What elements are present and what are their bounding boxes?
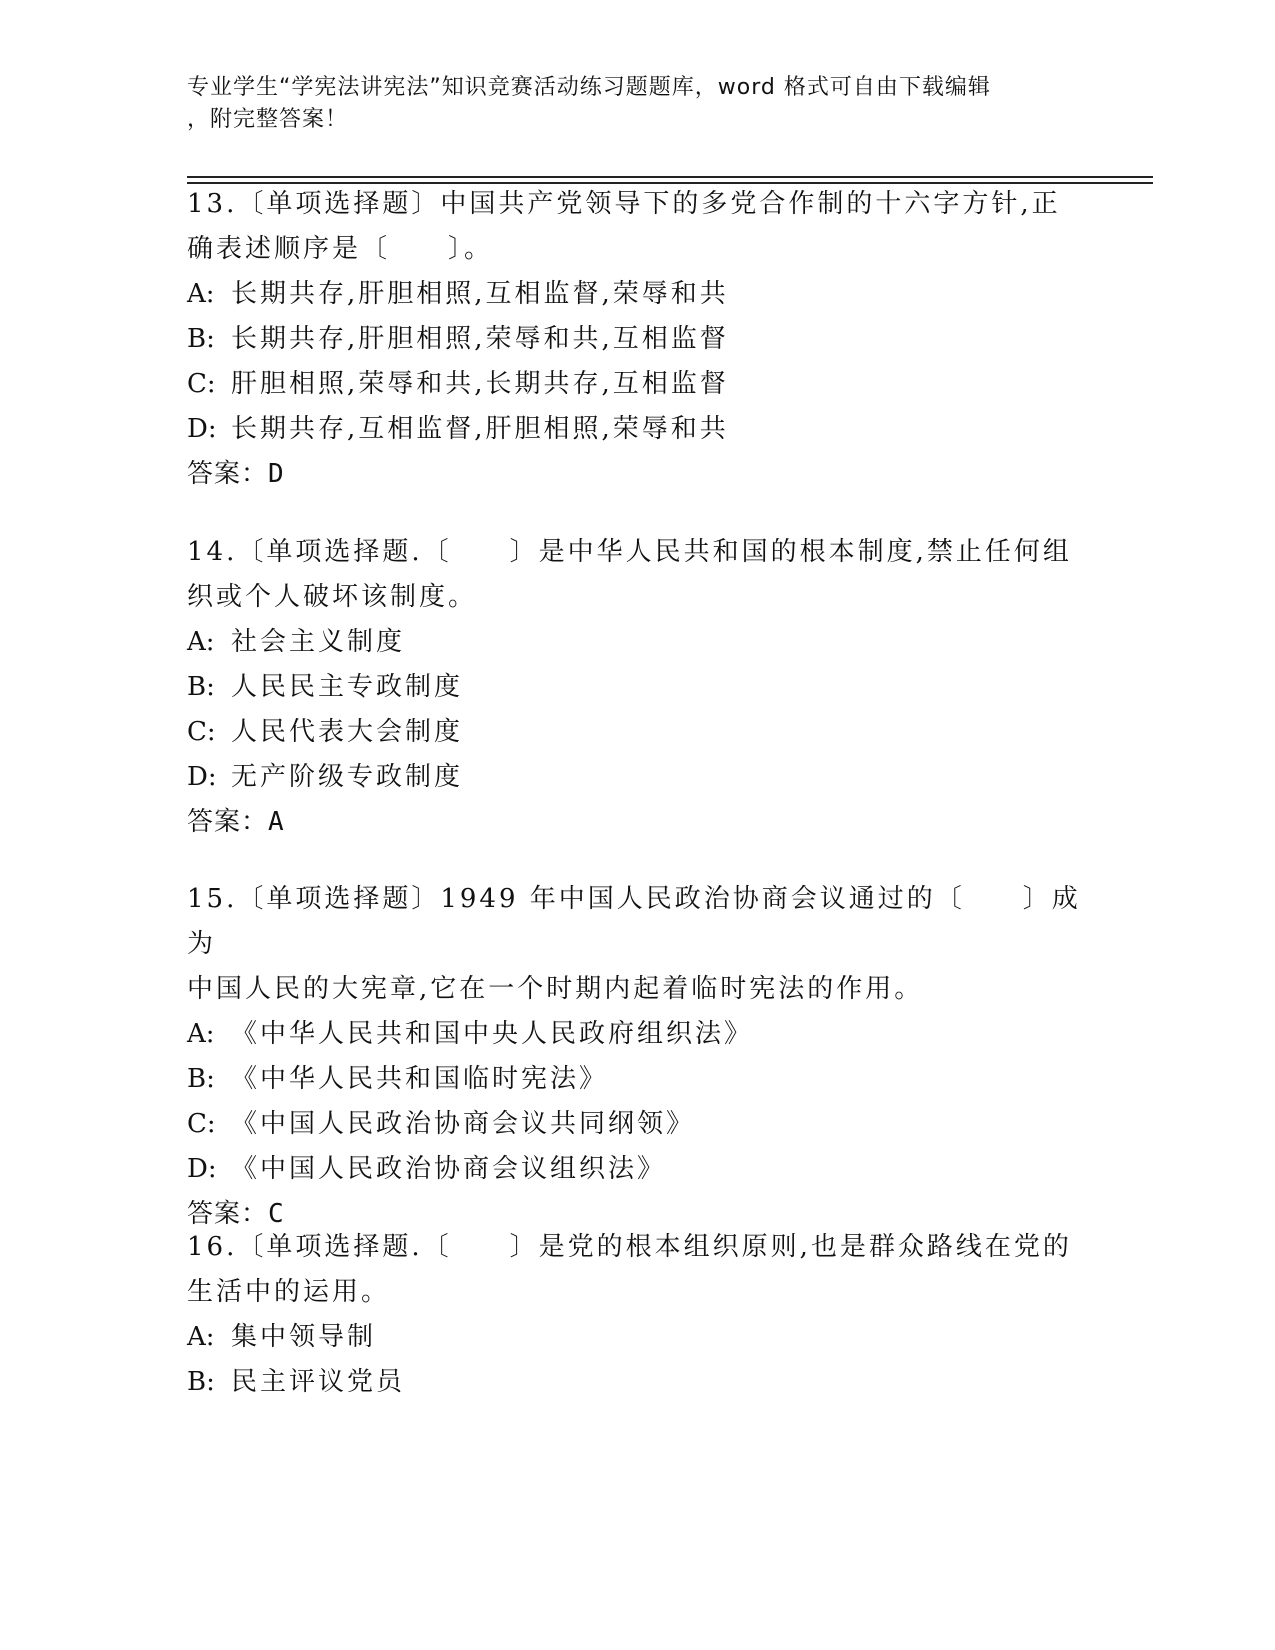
option-letter: A: [187, 1322, 215, 1352]
option-a [187, 620, 1087, 665]
option-letter: B: [187, 1064, 215, 1094]
answer-value: D [268, 459, 285, 489]
answer-label: 答案： [187, 807, 269, 837]
option-letter: C: [187, 717, 216, 747]
option-b [187, 317, 1087, 362]
question-stem [187, 182, 1087, 272]
option-text: 民主评议党员 [231, 1367, 406, 1397]
answer-value: A [268, 807, 285, 837]
answer-label: 答案： [187, 1199, 269, 1229]
option-letter: A: [187, 279, 215, 309]
question-stem-line-1: 15.〔单项选择题〕1949 年中国人民政治协商会议通过的〔 〕成为 [187, 884, 1081, 959]
option-d [187, 755, 1087, 800]
option-b [187, 665, 1087, 710]
option-a [187, 1315, 1087, 1360]
question-stem-line-2: 生活中的运用。 [187, 1277, 391, 1307]
option-letter: D: [187, 1154, 217, 1184]
header-line-2: ，附完整答案！ [187, 107, 349, 132]
question-stem-line-2: 确表述顺序是〔 〕。 [187, 234, 494, 264]
option-letter: B: [187, 324, 215, 354]
option-text: 人民代表大会制度 [231, 717, 464, 747]
option-d [187, 1147, 1087, 1192]
option-text: 社会主义制度 [231, 627, 406, 657]
option-letter: D: [187, 762, 217, 792]
question-stem-line-1: 16.〔单项选择题.〔 〕是党的根本组织原则,也是群众路线在党的 [187, 1232, 1072, 1262]
document-header [187, 72, 1067, 136]
header-line-1: 专业学生“学宪法讲宪法”知识竞赛活动练习题题库，word 格式可自由下载编辑 [187, 75, 991, 100]
option-text: 肝胆相照,荣辱和共,长期共存,互相监督 [231, 369, 729, 399]
option-b [187, 1360, 1087, 1405]
option-text: 《中华人民共和国临时宪法》 [231, 1064, 609, 1094]
option-letter: A: [187, 1019, 215, 1049]
option-text: 集中领导制 [231, 1322, 377, 1352]
option-a [187, 272, 1087, 317]
answer-value: C [268, 1199, 285, 1229]
option-letter: D: [187, 414, 217, 444]
option-text: 《中国人民政治协商会议共同纲领》 [231, 1109, 696, 1139]
option-letter: B: [187, 1367, 215, 1397]
option-c [187, 362, 1087, 407]
option-letter: C: [187, 1109, 216, 1139]
question-stem [187, 530, 1087, 620]
answer-line [187, 452, 1087, 497]
question-13 [187, 182, 1087, 497]
option-text: 长期共存,肝胆相照,荣辱和共,互相监督 [231, 324, 729, 354]
option-text: 长期共存,肝胆相照,互相监督,荣辱和共 [231, 279, 729, 309]
option-c [187, 710, 1087, 755]
answer-line [187, 800, 1087, 845]
question-stem-line-2: 中国人民的大宪章,它在一个时期内起着临时宪法的作用。 [187, 974, 924, 1004]
question-stem [187, 877, 1087, 1012]
question-stem-line-2: 织或个人破坏该制度。 [187, 582, 478, 612]
option-letter: A: [187, 627, 215, 657]
option-text: 长期共存,互相监督,肝胆相照,荣辱和共 [231, 414, 729, 444]
option-text: 《中华人民共和国中央人民政府组织法》 [231, 1019, 754, 1049]
option-letter: B: [187, 672, 215, 702]
option-d [187, 407, 1087, 452]
question-stem-line-1: 13.〔单项选择题〕中国共产党领导下的多党合作制的十六字方针,正 [187, 189, 1061, 219]
option-b [187, 1057, 1087, 1102]
option-c [187, 1102, 1087, 1147]
option-text: 无产阶级专政制度 [231, 762, 464, 792]
option-text: 人民民主专政制度 [231, 672, 464, 702]
option-letter: C: [187, 369, 216, 399]
option-text: 《中国人民政治协商会议组织法》 [231, 1154, 667, 1184]
question-15 [187, 877, 1087, 1237]
question-stem-line-1: 14.〔单项选择题.〔 〕是中华人民共和国的根本制度,禁止任何组 [187, 537, 1072, 567]
answer-label: 答案： [187, 459, 269, 489]
option-a [187, 1012, 1087, 1057]
question-14 [187, 530, 1087, 845]
header-divider-top [187, 176, 1153, 178]
question-16 [187, 1225, 1087, 1405]
question-stem [187, 1225, 1087, 1315]
